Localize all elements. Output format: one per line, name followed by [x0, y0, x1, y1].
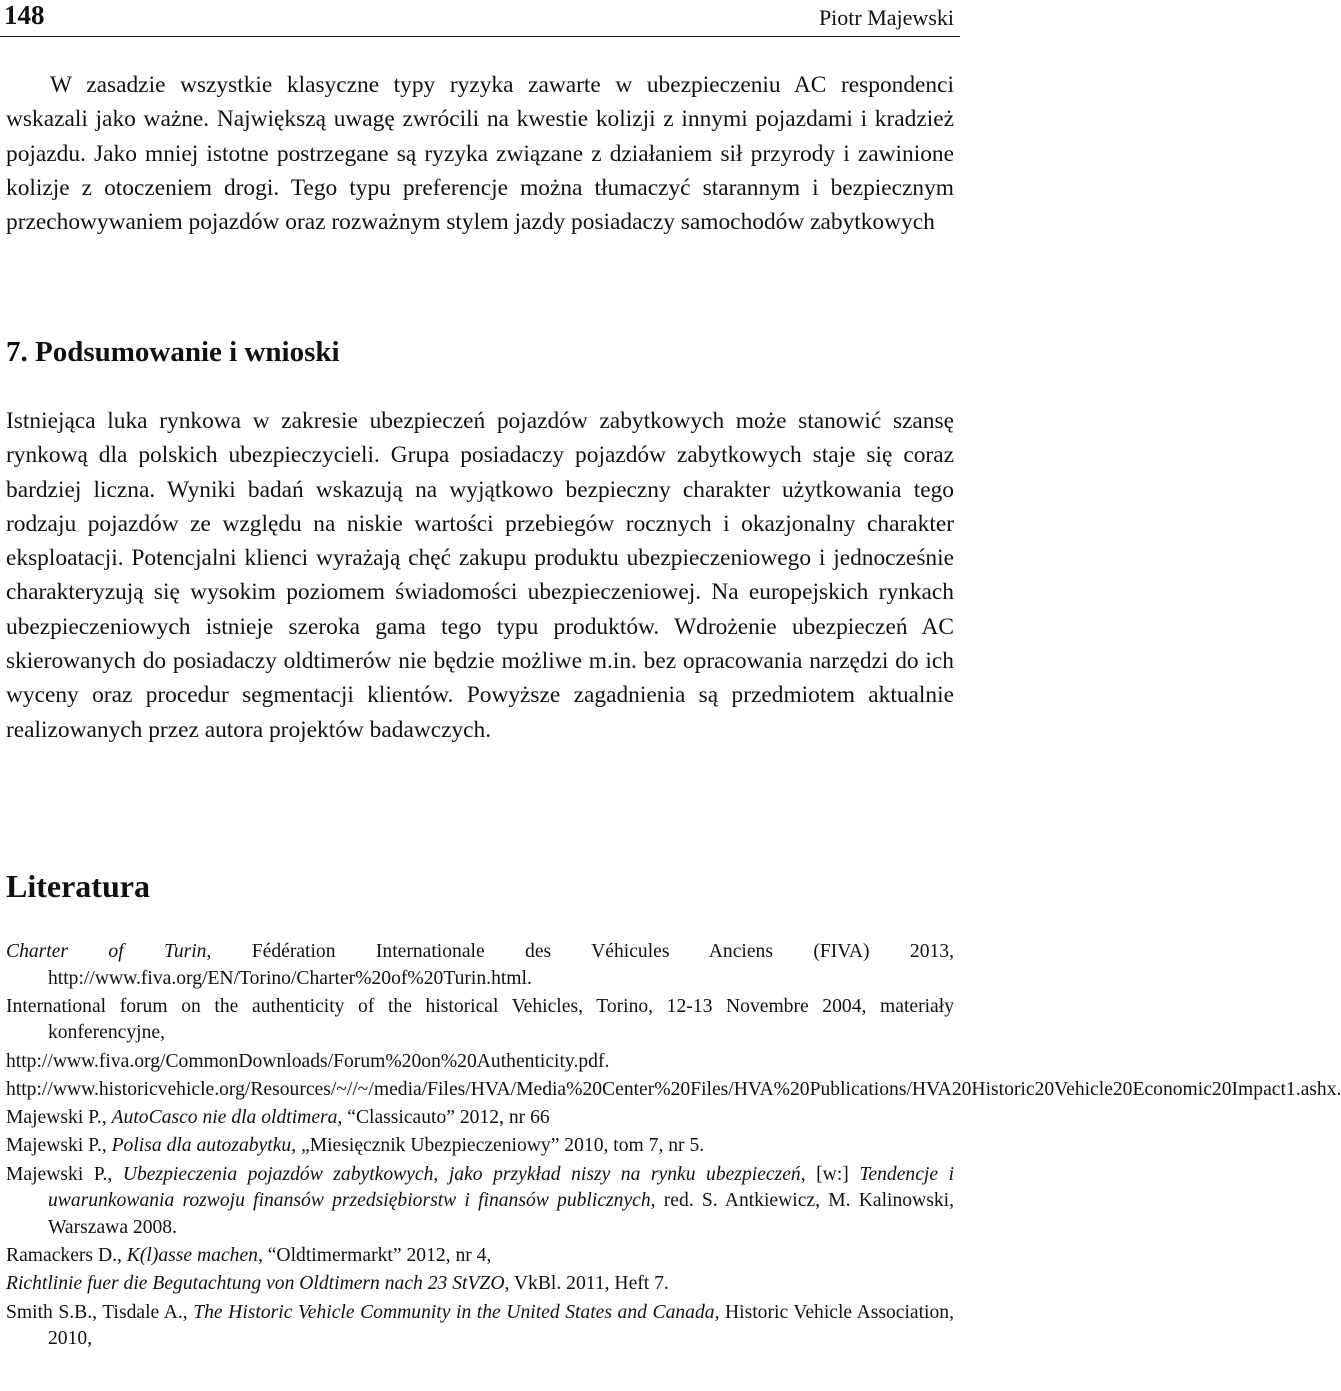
reference-item: Smith S.B., Tisdale A., The Historic Vehicle Community in the United States and Canada, Historic Vehicle Association, 2010, [6, 1301, 954, 1350]
reference-item: Majewski P., Polisa dla autozabytku, „Miesięcznik Ubezpieczeniowy” 2010, tom 7, nr 5. [6, 1135, 705, 1157]
page-number: 148 [4, 0, 45, 30]
page-header [0, 0, 960, 37]
body-paragraph-2: Istniejąca luka rynkowa w zakresie ubezpieczeń pojazdów zabytkowych może stanowić szansę rynkową dla polskich ubezpieczycieli. Grupa posiadaczy pojazdów zabytkowych staje się coraz bardziej liczna. Wyniki badań wskazują na wyjątkowo bezpieczny charakter użytkowania tego rodzaju pojazdów ze względu na niskie wartości przebiegów rocznych i okazjonalny charakter eksploatacji. Potencjalni klienci wyrażają chęć zakupu produktu ubezpieczeniowego i jednocześnie charakteryzują się wysokim poziomem świadomości ubezpieczeniowej. Na europejskich rynkach ubezpieczeniowych istnieje szeroka gama tego typu produktów. Wdrożenie ubezpieczeń AC skierowanych do posiadaczy oldtimerów nie będzie możliwe m.in. bez opracowania narzędzi do ich wyceny oraz procedur segmentacji klientów. Powyższe zagadnienia są przedmiotem aktualnie realizowanych przez autora projektów badawczych. [6, 408, 954, 743]
reference-list [6, 939, 1341, 1354]
reference-item: http://www.fiva.org/CommonDownloads/Forum%20on%20Authenticity.pdf. [6, 1050, 610, 1072]
body-paragraph-1: W zasadzie wszystkie klasyczne typy ryzyka zawarte w ubezpieczeniu AC respondenci wskazali jako ważne. Największą uwagę zwrócili na kwestie kolizji z innymi pojazdami i kradzież pojazdu. Jako mniej istotne postrzegane są ryzyka związane z działaniem sił przyrody i zawinione kolizje z otoczeniem drogi. Tego typu preferencje można tłumaczyć starannym i bezpiecznym przechowywaniem pojazdów oraz rozważnym stylem jazdy posiadaczy samochodów zabytkowych [6, 72, 954, 236]
literature-heading: Literatura [6, 868, 150, 904]
reference-item: Ramackers D., K(l)asse machen, “Oldtimermarkt” 2012, nr 4, [6, 1245, 492, 1267]
reference-item: Majewski P., Ubezpieczenia pojazdów zabytkowych, jako przykład niszy na rynku ubezpieczeń, [w:] Tendencje i uwarunkowania rozwoju finansów przedsiębiorstw i finansów publicznych, red. S. Antkiewicz, M. Kalinowski, Warszawa 2008. [6, 1163, 955, 1238]
reference-item: http://www.historicvehicle.org/Resources/~//~/media/Files/HVA/Media%20Center%20Files/HVA%20Publications/HVA20Historic20Vehicle20Economic20Impact1.ashx. [6, 1078, 1341, 1100]
reference-item: International forum on the authenticity of the historical Vehicles, Torino, 12-13 Novembre 2004, materiały konferencyjne, [6, 995, 954, 1044]
section-heading: 7. Podsumowanie i wnioski [6, 336, 340, 368]
reference-item: Richtlinie fuer die Begutachtung von Oldtimern nach 23 StVZO, VkBl. 2011, Heft 7. [6, 1273, 669, 1295]
reference-item: Charter of Turin, Fédération Internationale des Véhicules Anciens (FIVA) 2013, http://www.fiva.org/EN/Torino/Charter%20of%20Turin.html. [6, 941, 954, 989]
reference-item: Majewski P., AutoCasco nie dla oldtimera, “Classicauto” 2012, nr 66 [6, 1107, 550, 1129]
running-header-author: Piotr Majewski [818, 5, 954, 30]
